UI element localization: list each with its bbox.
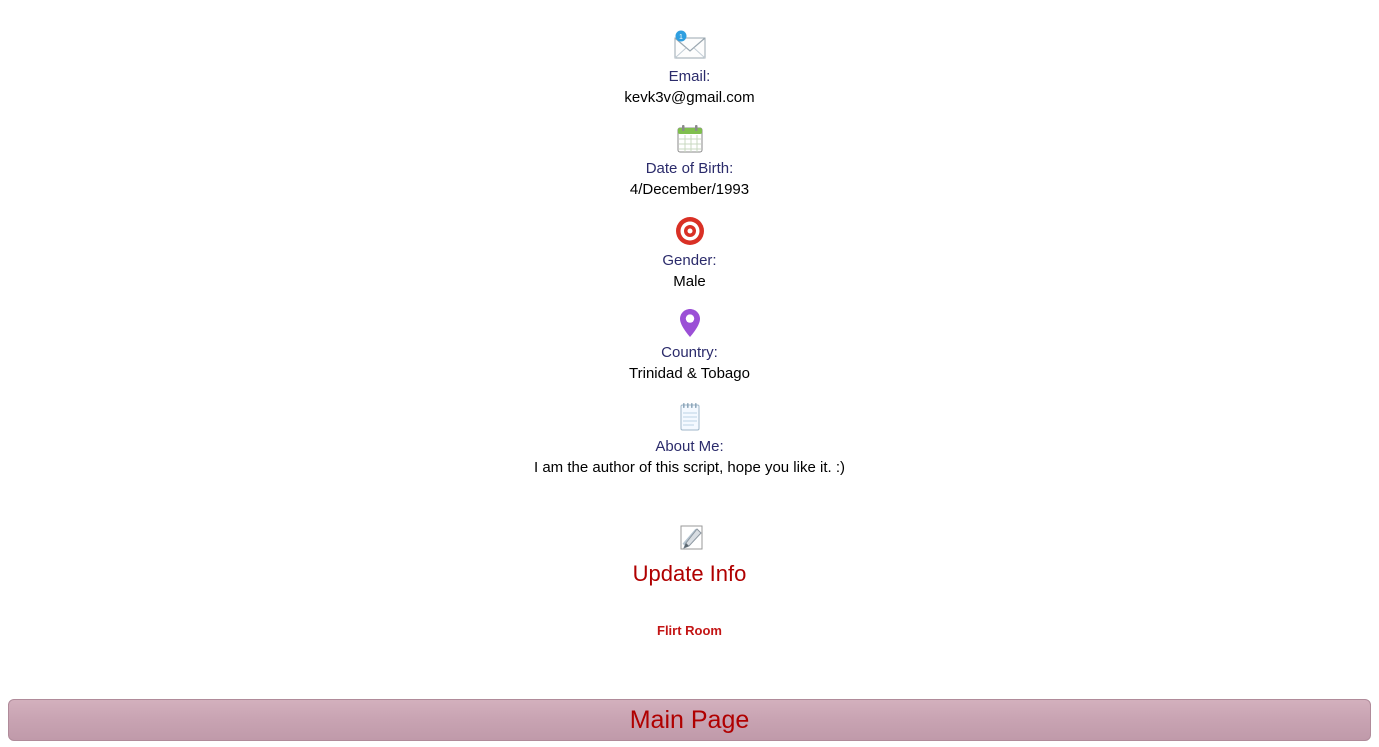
profile-field-country-value: Trinidad & Tobago <box>629 365 750 382</box>
svg-text:1: 1 <box>678 34 683 41</box>
profile-field-gender-value: Male <box>673 273 706 290</box>
main-page-button[interactable] <box>8 699 1371 741</box>
profile-field-country <box>0 306 1379 384</box>
profile-field-about-me-label: About Me: <box>655 438 724 455</box>
profile-field-country-label: Country: <box>661 344 718 361</box>
profile-field-about-me-value: I am the author of this script, hope you like it. :) <box>534 459 845 476</box>
flirt-room-link[interactable]: Flirt Room <box>657 623 722 638</box>
flirt-room-block <box>0 622 1379 640</box>
envelope-icon <box>0 30 1379 64</box>
profile-field-date-of-birth-value: 4/December/1993 <box>629 181 750 198</box>
notepad-icon <box>0 400 1379 434</box>
profile-field-gender <box>0 214 1379 292</box>
map-pin-icon <box>0 306 1379 340</box>
calendar-icon <box>0 122 1379 156</box>
profile-field-date-of-birth <box>0 122 1379 200</box>
profile-field-email-label: Email: <box>668 68 711 85</box>
profile-field-gender-label: Gender: <box>662 252 717 269</box>
profile-field-date-of-birth-label: Date of Birth: <box>645 160 734 177</box>
pencil-note-icon[interactable] <box>0 522 1379 556</box>
target-icon <box>0 214 1379 248</box>
profile-field-email-value: kevk3v@gmail.com <box>624 89 755 106</box>
main-page-label: Main Page <box>629 706 750 734</box>
profile-field-about-me <box>0 400 1379 478</box>
update-info-link[interactable]: Update Info <box>632 561 747 586</box>
update-info-block <box>0 522 1379 588</box>
profile-field-email <box>0 30 1379 108</box>
